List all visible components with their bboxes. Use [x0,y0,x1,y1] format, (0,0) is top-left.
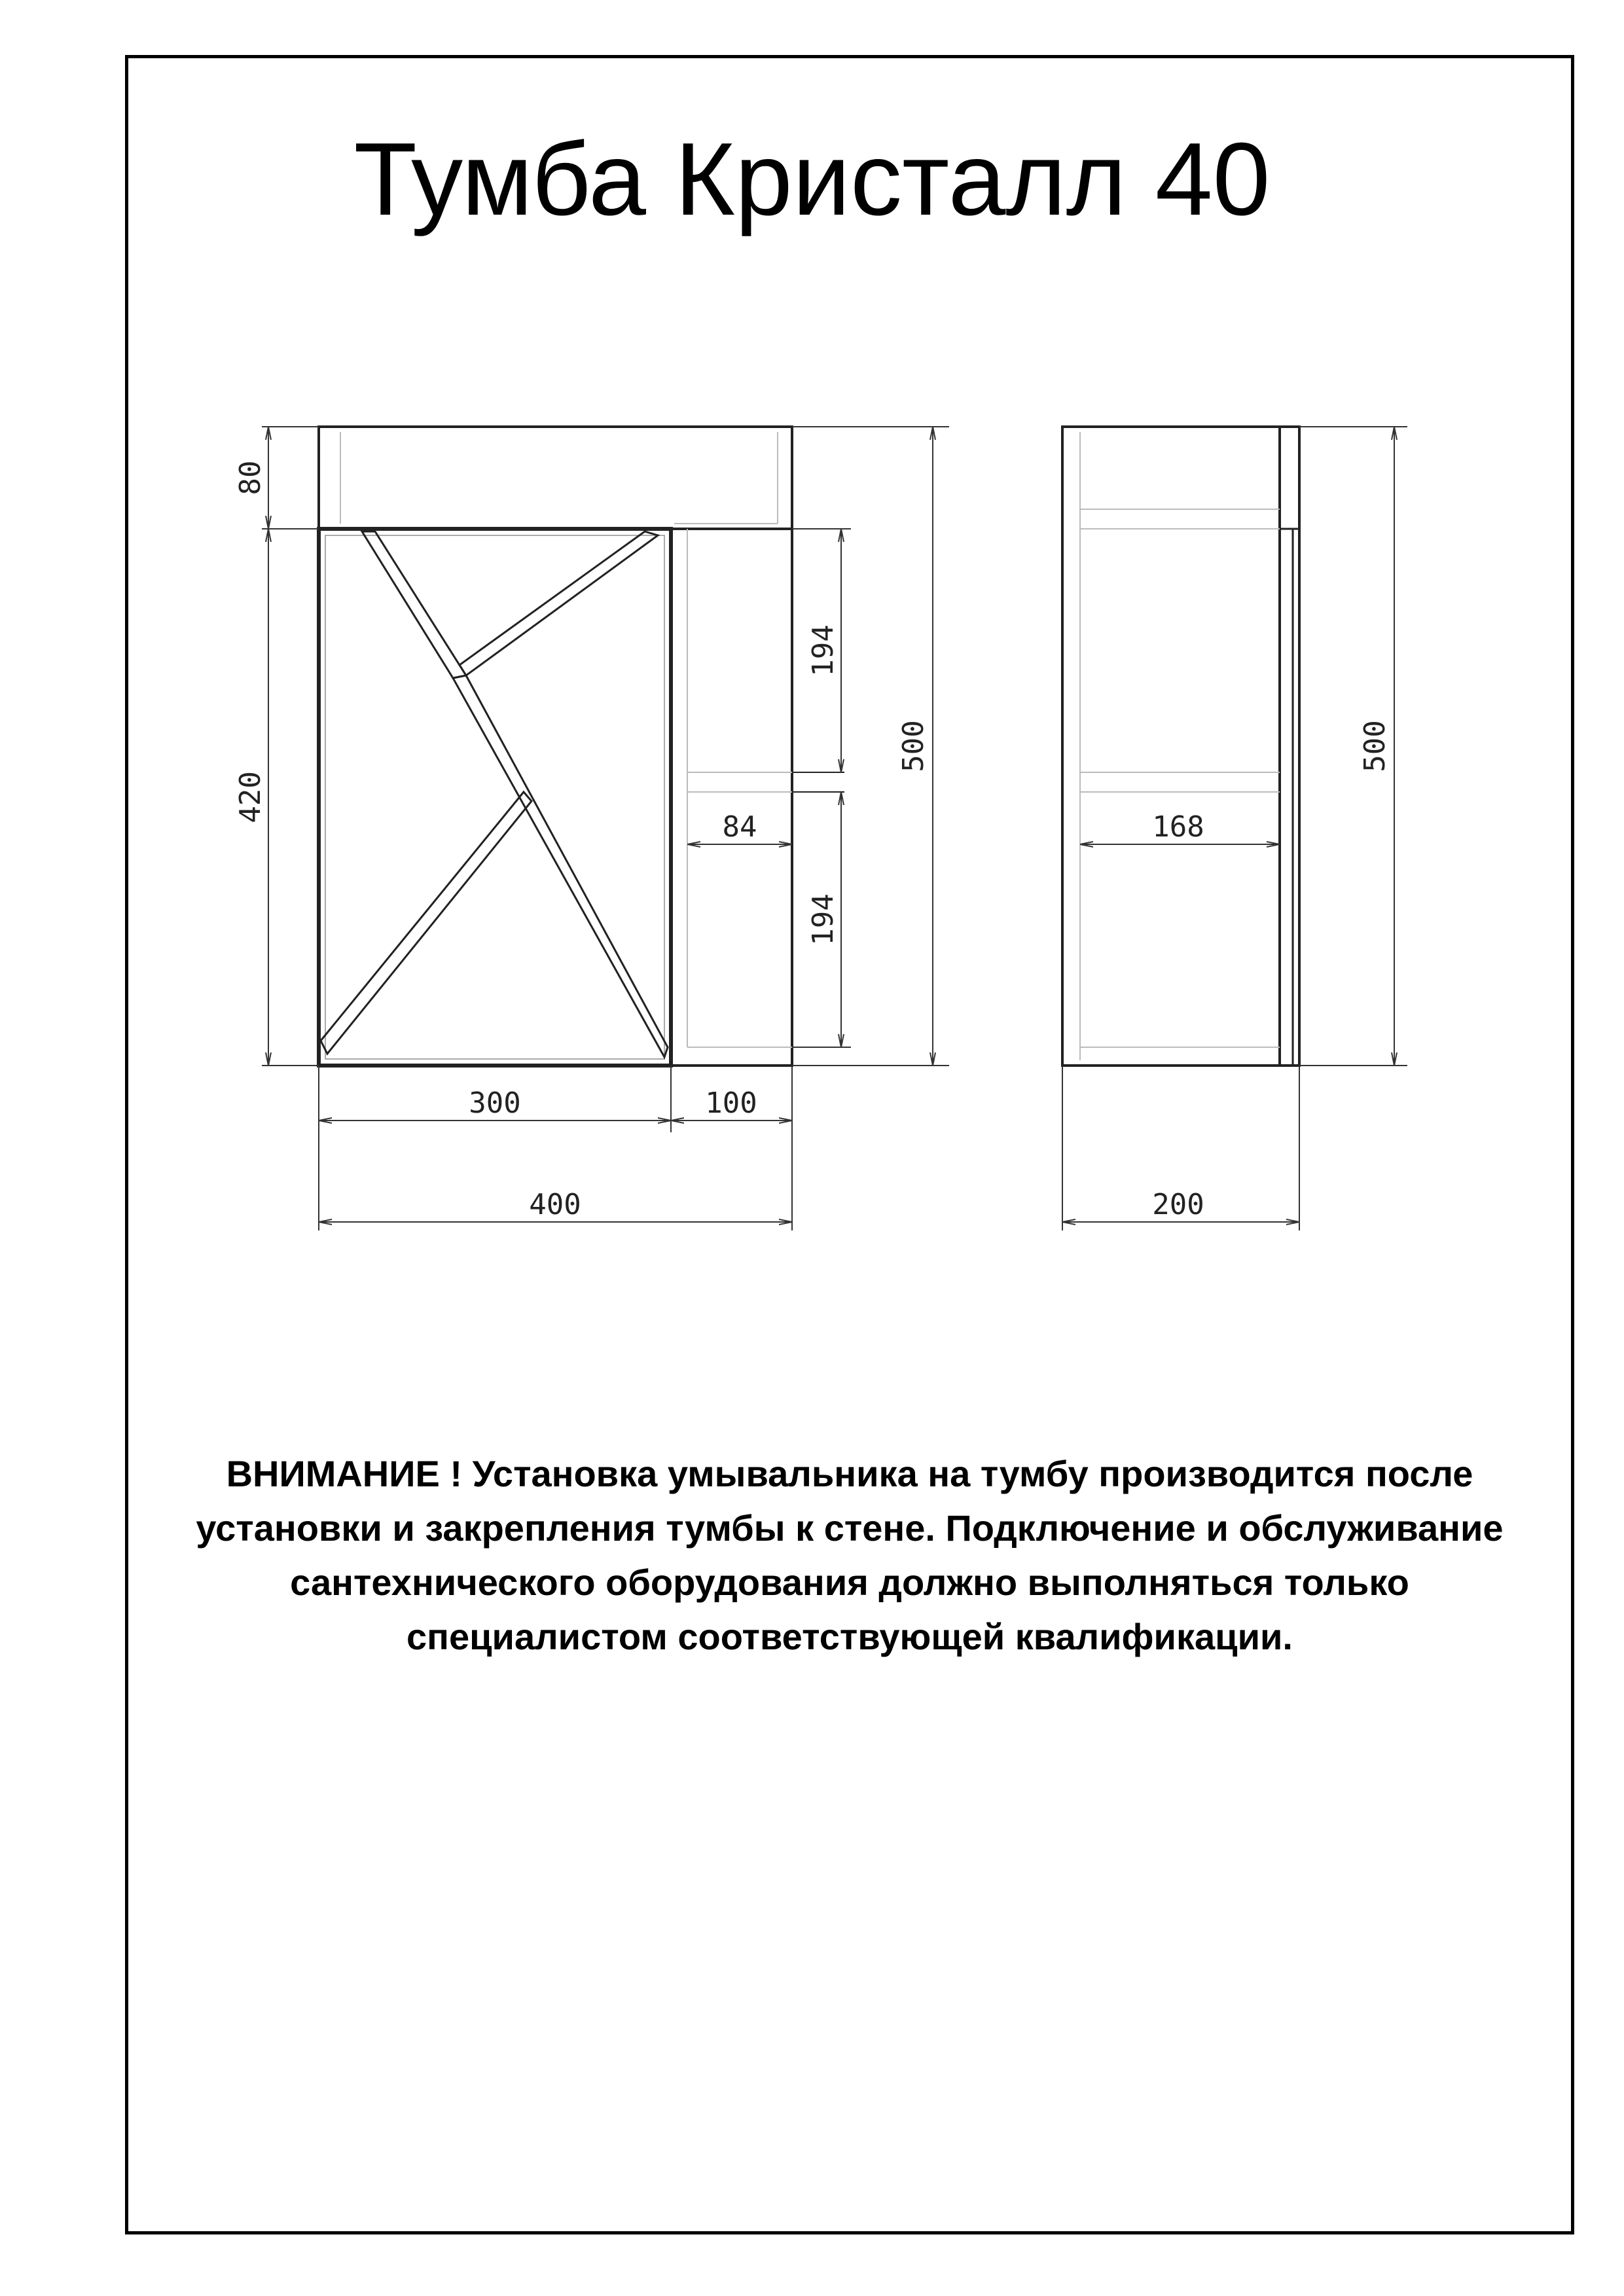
side-body [1062,427,1299,1066]
page-title: Тумба Кристалл 40 [353,122,1271,237]
front-view [319,427,844,1066]
notice-line: установки и закрепления тумбы к стене. Подключение и обслуживание [196,1507,1504,1549]
dim-500-front: 500 [897,720,930,772]
dim-200: 200 [1152,1188,1204,1221]
side-view [1062,427,1299,1066]
front-shelf-section [671,529,792,1066]
dim-100: 100 [705,1086,757,1120]
dim-84: 84 [722,810,757,844]
notice-line: сантехнического оборудования должно выполняться только [290,1562,1409,1603]
door-decor-bars [321,531,668,1057]
warning-notice [125,1446,1574,1664]
dim-420: 420 [234,771,267,823]
front-top-panel [319,427,792,529]
dim-80: 80 [234,460,267,495]
notice-line: ВНИМАНИЕ ! Установка умывальника на тумбу производится после [226,1453,1473,1494]
dim-300: 300 [469,1086,521,1120]
dim-194-lower: 194 [806,893,840,946]
dim-168: 168 [1152,810,1204,844]
front-door [319,529,671,1066]
notice-line: специалистом соответствующей квалификации. [406,1616,1293,1657]
dim-194-upper: 194 [806,624,840,677]
dim-400: 400 [529,1188,581,1221]
dim-500-side: 500 [1358,720,1392,772]
